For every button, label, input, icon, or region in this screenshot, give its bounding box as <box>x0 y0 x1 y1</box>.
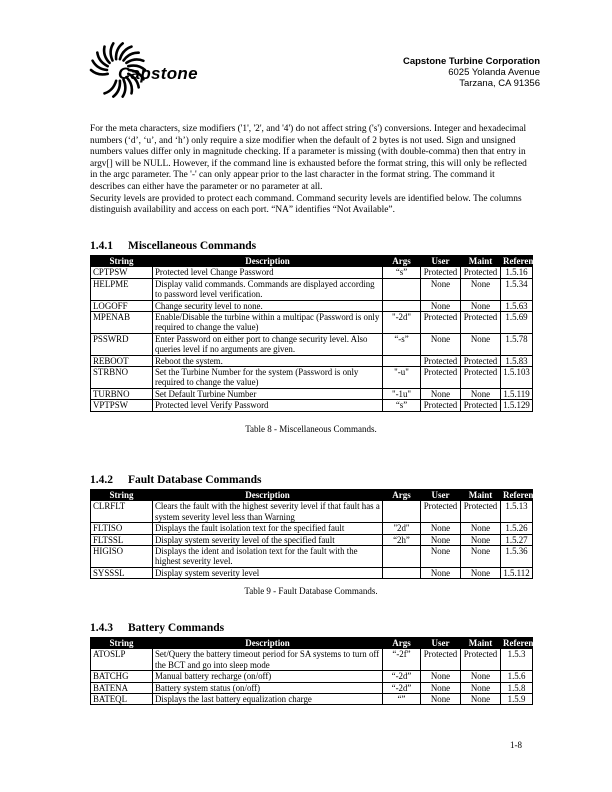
column-header: String <box>91 638 153 649</box>
cell-description: Displays the ident and isolation text for the fault with the highest severity level. <box>153 546 383 568</box>
cell-args: “s” <box>383 400 421 411</box>
table-row <box>91 267 533 278</box>
section-heading-battery <box>90 622 224 634</box>
cell-reference: 1.5.63 <box>501 300 533 311</box>
cell-user: None <box>421 278 461 300</box>
cell-args: “-2d” <box>383 682 421 693</box>
cell-args <box>383 278 421 300</box>
cell-user: Protected <box>421 367 461 389</box>
column-header: Reference <box>501 256 533 267</box>
column-header: Description <box>153 490 383 501</box>
logo-wordmark: Capstone <box>118 64 198 83</box>
address-line-1: 6025 Yolanda Avenue <box>448 67 540 78</box>
table-row <box>91 300 533 311</box>
cell-reference: 1.5.112 <box>501 567 533 578</box>
column-header: Description <box>153 638 383 649</box>
intro-text <box>90 124 530 217</box>
column-header: String <box>91 256 153 267</box>
section-number: 1.4.2 <box>90 474 113 486</box>
column-header: Args <box>383 490 421 501</box>
cell-args <box>383 501 421 523</box>
cell-string: MPENAB <box>91 312 153 334</box>
cell-maint: None <box>461 671 501 682</box>
table-row <box>91 682 533 693</box>
table-row <box>91 567 533 578</box>
address-line-2: Tarzana, CA 91356 <box>459 78 540 89</box>
cell-maint: None <box>461 300 501 311</box>
column-header: Maint <box>461 638 501 649</box>
column-header: Reference <box>501 490 533 501</box>
company-name: Capstone Turbine Corporation <box>402 56 540 67</box>
cell-reference: 1.5.8 <box>501 682 533 693</box>
cell-user: None <box>421 534 461 545</box>
table-row <box>91 278 533 300</box>
cell-maint: Protected <box>461 355 501 366</box>
cell-maint: None <box>461 546 501 568</box>
cell-args <box>383 567 421 578</box>
table-row <box>91 649 533 671</box>
cell-args: “-s” <box>383 333 421 355</box>
cell-maint: Protected <box>461 400 501 411</box>
section-title: Miscellaneous Commands <box>128 240 257 252</box>
cell-string: TURBNO <box>91 388 153 399</box>
cell-reference: 1.5.129 <box>501 400 533 411</box>
cell-maint: None <box>461 278 501 300</box>
cell-reference: 1.5.3 <box>501 649 533 671</box>
section-heading-fault <box>90 474 262 486</box>
cell-maint: None <box>461 523 501 534</box>
cell-description: Clears the fault with the highest severity level if that fault has a system severity level less than Warning <box>153 501 383 523</box>
table-row <box>91 312 533 334</box>
table-row <box>91 671 533 682</box>
section-heading-misc <box>90 240 256 252</box>
cell-user: None <box>421 546 461 568</box>
cell-description: Battery system status (on/off) <box>153 682 383 693</box>
cell-string: BATENA <box>91 682 153 693</box>
column-header: User <box>421 256 461 267</box>
table-row <box>91 546 533 568</box>
cell-maint: None <box>461 534 501 545</box>
cell-maint: Protected <box>461 501 501 523</box>
cell-user: Protected <box>421 355 461 366</box>
table-header-row <box>91 638 533 649</box>
cell-reference: 1.5.26 <box>501 523 533 534</box>
cell-description: Protected level Verify Password <box>153 400 383 411</box>
cell-user: Protected <box>421 501 461 523</box>
cell-user: None <box>421 682 461 693</box>
cell-reference: 1.5.16 <box>501 267 533 278</box>
table-row <box>91 355 533 366</box>
cell-maint: Protected <box>461 267 501 278</box>
column-header: Args <box>383 256 421 267</box>
cell-description: Display valid commands. Commands are displayed according to password level verification. <box>153 278 383 300</box>
cell-string: CPTPSW <box>91 267 153 278</box>
fault-commands-table <box>90 489 542 579</box>
cell-maint: None <box>461 333 501 355</box>
cell-user: Protected <box>421 400 461 411</box>
cell-string: BATEQL <box>91 694 153 705</box>
cell-user: None <box>421 671 461 682</box>
cell-maint: None <box>461 682 501 693</box>
cell-user: Protected <box>421 649 461 671</box>
cell-user: None <box>421 388 461 399</box>
cell-args: "-u" <box>383 367 421 389</box>
cell-reference: 1.5.9 <box>501 694 533 705</box>
cell-string: LOGOFF <box>91 300 153 311</box>
battery-commands-table <box>90 637 542 705</box>
cell-reference: 1.5.13 <box>501 501 533 523</box>
table-row <box>91 367 533 389</box>
table-row <box>91 523 533 534</box>
intro-paragraph-1: For the meta characters, size modifiers ('1', '2', and '4') do not affect string ('s') conversions. Integer and hexadecimal numbers (‘d’, ‘u’, and ‘h’) only require a size modifier when the default of 2 bytes is not used. Sign and unsigned numbers values differ only in magnitude checking. If a parameter is missing (with double-comma) then that entry in argv[] will be NULL. However, if the command line is exhausted before the format string, this will only be reflected in the argc parameter. The '-' can only appear prior to the last character in the format string. The command it describes can either have the parameter or no parameter at all. <box>90 124 527 192</box>
cell-args: “-2f” <box>383 649 421 671</box>
cell-string: FLTSSL <box>91 534 153 545</box>
column-header: Description <box>153 256 383 267</box>
cell-user: None <box>421 300 461 311</box>
table-row <box>91 694 533 705</box>
cell-string: ATOSLP <box>91 649 153 671</box>
cell-args <box>383 300 421 311</box>
cell-reference: 1.5.78 <box>501 333 533 355</box>
cell-string: HELPME <box>91 278 153 300</box>
column-header: User <box>421 490 461 501</box>
cell-args: "2d" <box>383 523 421 534</box>
cell-reference: 1.5.119 <box>501 388 533 399</box>
cell-user: None <box>421 333 461 355</box>
table-row <box>91 333 533 355</box>
cell-description: Change security level to none. <box>153 300 383 311</box>
column-header: String <box>91 490 153 501</box>
cell-description: Display system severity level <box>153 567 383 578</box>
cell-args: "-1u" <box>383 388 421 399</box>
cell-reference: 1.5.83 <box>501 355 533 366</box>
cell-description: Display system severity level of the specified fault <box>153 534 383 545</box>
cell-args <box>383 546 421 568</box>
column-header: User <box>421 638 461 649</box>
table-header-row <box>91 256 533 267</box>
cell-reference: 1.5.69 <box>501 312 533 334</box>
table-row <box>91 534 533 545</box>
cell-args: “2h” <box>383 534 421 545</box>
column-header: Args <box>383 638 421 649</box>
cell-args: “-2d” <box>383 671 421 682</box>
cell-maint: None <box>461 694 501 705</box>
misc-commands-table <box>90 255 542 412</box>
table-caption: Table 9 - Fault Database Commands. <box>244 586 378 596</box>
cell-string: FLTISO <box>91 523 153 534</box>
cell-string: PSSWRD <box>91 333 153 355</box>
cell-string: BATCHG <box>91 671 153 682</box>
cell-maint: Protected <box>461 649 501 671</box>
table-row <box>91 388 533 399</box>
page-number: 1-8 <box>510 740 522 750</box>
cell-string: VPTPSW <box>91 400 153 411</box>
company-address <box>403 56 540 89</box>
column-header: Maint <box>461 256 501 267</box>
cell-maint: Protected <box>461 367 501 389</box>
cell-description: Set/Query the battery timeout period for SA systems to turn off the BCT and go into sleep mode <box>153 649 383 671</box>
table-header-row <box>91 490 533 501</box>
table-row <box>91 400 533 411</box>
cell-string: SYSSSL <box>91 567 153 578</box>
cell-reference: 1.5.36 <box>501 546 533 568</box>
column-header: Reference <box>501 638 533 649</box>
cell-reference: 1.5.27 <box>501 534 533 545</box>
section-title: Battery Commands <box>128 622 225 634</box>
cell-description: Displays the last battery equalization charge <box>153 694 383 705</box>
cell-string: REBOOT <box>91 355 153 366</box>
column-header: Maint <box>461 490 501 501</box>
cell-description: Set the Turbine Number for the system (Password is only required to change the value) <box>153 367 383 389</box>
cell-description: Enter Password on either port to change security level. Also queries level if no arguments are given. <box>153 333 383 355</box>
cell-reference: 1.5.34 <box>501 278 533 300</box>
cell-description: Enable/Disable the turbine within a multipac (Password is only required to change the value) <box>153 312 383 334</box>
cell-args <box>383 355 421 366</box>
section-number: 1.4.1 <box>90 240 113 252</box>
table-caption: Table 8 - Miscellaneous Commands. <box>245 424 377 434</box>
cell-args: "-2d" <box>383 312 421 334</box>
cell-user: None <box>421 523 461 534</box>
cell-description: Reboot the system. <box>153 355 383 366</box>
cell-args: “” <box>383 694 421 705</box>
cell-description: Manual battery recharge (on/off) <box>153 671 383 682</box>
cell-args: “s” <box>383 267 421 278</box>
section-title: Fault Database Commands <box>128 474 262 486</box>
cell-user: None <box>421 694 461 705</box>
cell-description: Displays the fault isolation text for the specified fault <box>153 523 383 534</box>
section-number: 1.4.3 <box>90 622 113 634</box>
cell-user: Protected <box>421 312 461 334</box>
cell-reference: 1.5.6 <box>501 671 533 682</box>
cell-maint: None <box>461 567 501 578</box>
cell-string: CLRFLT <box>91 501 153 523</box>
cell-reference: 1.5.103 <box>501 367 533 389</box>
cell-string: HIGISO <box>91 546 153 568</box>
cell-maint: None <box>461 388 501 399</box>
cell-maint: Protected <box>461 312 501 334</box>
cell-description: Set Default Turbine Number <box>153 388 383 399</box>
cell-user: Protected <box>421 267 461 278</box>
cell-description: Protected level Change Password <box>153 267 383 278</box>
table-row <box>91 501 533 523</box>
cell-string: STRBNO <box>91 367 153 389</box>
intro-paragraph-2: Security levels are provided to protect each command. Command security levels are identified below. The columns distinguish availability and access on each port. “NA” identifies “Not Available”. <box>90 193 522 216</box>
cell-user: None <box>421 567 461 578</box>
